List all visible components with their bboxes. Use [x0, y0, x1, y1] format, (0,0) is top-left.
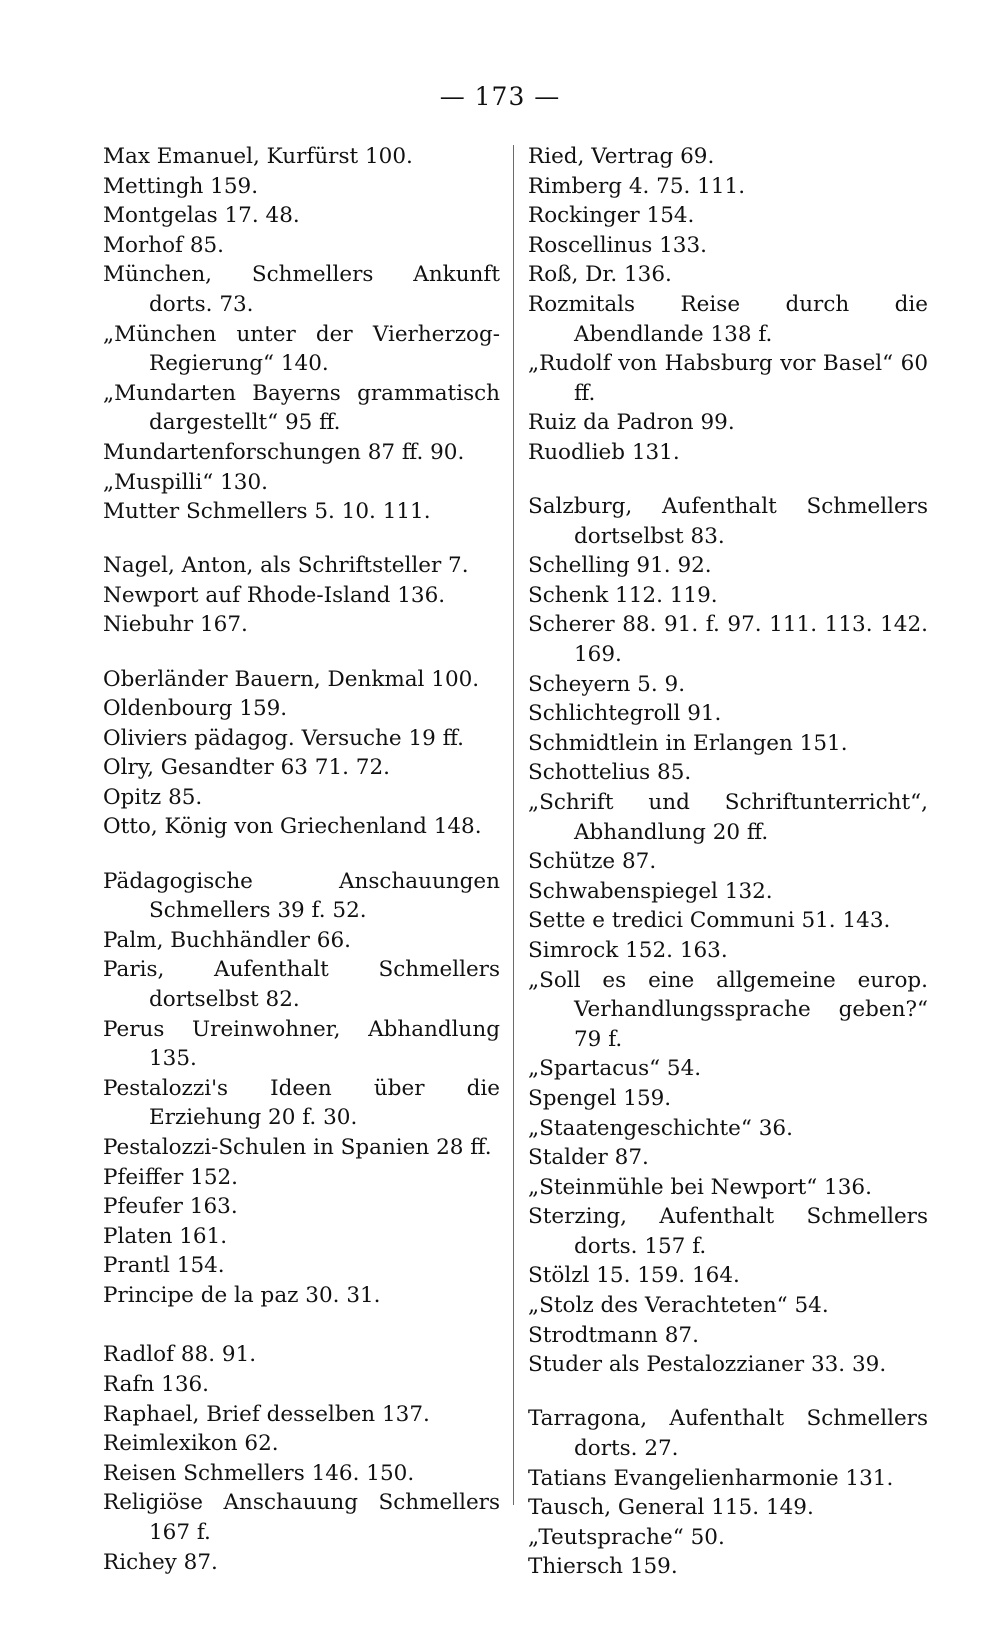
index-entry: „Schrift und Schriftunterricht“, Abhandlung 20 ff. — [528, 789, 928, 845]
index-entry: Pfeiffer 152. — [103, 1164, 239, 1190]
index-entry: Spengel 159. — [528, 1085, 672, 1111]
index-entry: Tatians Evangelienharmonie 131. — [528, 1465, 894, 1491]
index-entry: Schwabenspiegel 132. — [528, 878, 773, 904]
index-entry: Oliviers pädagog. Versuche 19 ff. — [103, 725, 464, 751]
index-entry: „Spartacus“ 54. — [528, 1056, 702, 1082]
index-entry: „Muspilli“ 130. — [103, 469, 268, 495]
section-gap — [103, 640, 500, 665]
index-entry: Mettingh 159. — [103, 173, 259, 199]
section-gap — [528, 468, 928, 493]
index-entry: Tausch, General 115. 149. — [528, 1495, 814, 1521]
index-entry: Morhof 85. — [103, 232, 225, 258]
index-entry: Schmidtlein in Erlangen 151. — [528, 730, 848, 756]
index-entry: Perus Ureinwohner, Abhandlung 135. — [103, 1016, 500, 1072]
index-entry: Schelling 91. 92. — [528, 553, 712, 579]
index-entry: Radlof 88. 91. — [103, 1342, 257, 1368]
index-entry: Mundartenforschungen 87 ff. 90. — [103, 439, 465, 465]
index-column-left — [103, 142, 500, 1577]
index-entry: Paris, Aufenthalt Schmellers dortselbst 82. — [103, 957, 500, 1012]
index-entry: Strodtmann 87. — [528, 1322, 699, 1348]
index-entry: Schottelius 85. — [528, 760, 692, 786]
index-entry: Pestalozzi-Schulen in Spanien 28 ff. — [103, 1134, 492, 1160]
index-entry: Religiöse Anschauung Schmellers 167 f. — [103, 1490, 500, 1546]
index-entry: „Stolz des Verachteten“ 54. — [528, 1293, 829, 1319]
index-entry: „Soll es eine allgemeine europ. Verhandlungssprache geben?“ 79 f. — [528, 967, 928, 1052]
index-entry: „Rudolf von Habsburg vor Basel“ 60 ff. — [528, 351, 928, 406]
index-entry: „Teutsprache“ 50. — [528, 1524, 725, 1550]
index-column-right — [528, 142, 928, 1582]
index-entry: Olry, Gesandter 63 71. 72. — [103, 755, 390, 781]
index-entry: Reisen Schmellers 146. 150. — [103, 1460, 415, 1486]
index-entry: Raphael, Brief desselben 137. — [103, 1401, 430, 1427]
index-entry: Tarragona, Aufenthalt Schmellers dorts. 27. — [528, 1406, 928, 1461]
index-entry: Scheyern 5. 9. — [528, 671, 686, 697]
index-entry: Rozmitals Reise durch die Abendlande 138 f. — [528, 291, 928, 347]
index-entry: Niebuhr 167. — [103, 612, 248, 638]
index-entry: Otto, König von Griechenland 148. — [103, 814, 482, 840]
index-entry: Mutter Schmellers 5. 10. 111. — [103, 499, 431, 525]
index-entry: Rafn 136. — [103, 1372, 210, 1398]
page-number: — 173 — — [439, 82, 561, 111]
index-entry: Ruiz da Padron 99. — [528, 410, 735, 436]
index-entry: Opitz 85. — [103, 784, 203, 810]
index-entry: Newport auf Rhode-Island 136. — [103, 582, 446, 608]
index-entry: „München unter der Vierherzog-Regierung“ 140. — [103, 321, 500, 377]
index-entry: Rimberg 4. 75. 111. — [528, 173, 746, 199]
index-entry: „Mundarten Bayerns grammatisch dargestellt“ 95 ff. — [103, 380, 500, 436]
index-entry: Sterzing, Aufenthalt Schmellers dorts. 157 f. — [528, 1204, 928, 1259]
index-entry: Pestalozzi's Ideen über die Erziehung 20 f. 30. — [103, 1075, 500, 1131]
index-entry: Max Emanuel, Kurfürst 100. — [103, 144, 413, 169]
index-entry: Roß, Dr. 136. — [528, 262, 672, 288]
column-divider — [513, 145, 514, 1505]
index-entry: Sette e tredici Communi 51. 143. — [528, 908, 891, 934]
index-entry: Palm, Buchhändler 66. — [103, 927, 351, 953]
index-entry: Studer als Pestalozzianer 33. 39. — [528, 1352, 887, 1378]
index-entry: Scherer 88. 91. f. 97. 111. 113. 142. 169. — [528, 612, 928, 667]
index-entry: Stölzl 15. 159. 164. — [528, 1263, 740, 1289]
index-entry: Richey 87. — [103, 1549, 218, 1575]
index-entry: Roscellinus 133. — [528, 232, 707, 258]
section-gap — [103, 1310, 500, 1340]
index-entry: „Staatengeschichte“ 36. — [528, 1115, 793, 1141]
index-entry: „Steinmühle bei Newport“ 136. — [528, 1174, 872, 1200]
index-entry: München, Schmellers Ankunft dorts. 73. — [103, 262, 500, 317]
index-entry: Principe de la paz 30. 31. — [103, 1282, 381, 1308]
index-entry: Salzburg, Aufenthalt Schmellers dortselbst 83. — [528, 494, 928, 549]
index-entry: Nagel, Anton, als Schriftsteller 7. — [103, 553, 469, 579]
section-gap — [103, 842, 500, 867]
section-gap — [528, 1380, 928, 1405]
index-entry: Oldenbourg 159. — [103, 696, 288, 722]
index-entry: Schütze 87. — [528, 849, 657, 875]
index-entry: Montgelas 17. 48. — [103, 203, 300, 229]
index-entry: Schenk 112. 119. — [528, 582, 718, 608]
index-entry: Rockinger 154. — [528, 203, 695, 229]
index-entry: Pfeufer 163. — [103, 1194, 238, 1220]
index-entry: Simrock 152. 163. — [528, 937, 728, 963]
index-entry: Reimlexikon 62. — [103, 1431, 279, 1457]
index-entry: Pädagogische Anschauungen Schmellers 39 f. 52. — [103, 868, 500, 924]
index-entry: Schlichtegroll 91. — [528, 701, 722, 727]
section-gap — [103, 527, 500, 552]
index-entry: Prantl 154. — [103, 1253, 225, 1279]
index-entry: Stalder 87. — [528, 1145, 649, 1171]
index-entry: Ried, Vertrag 69. — [528, 144, 715, 169]
index-entry: Ruodlieb 131. — [528, 439, 680, 465]
index-entry: Platen 161. — [103, 1223, 228, 1249]
index-entry: Oberländer Bauern, Denkmal 100. — [103, 666, 480, 692]
index-entry: Thiersch 159. — [528, 1554, 678, 1580]
